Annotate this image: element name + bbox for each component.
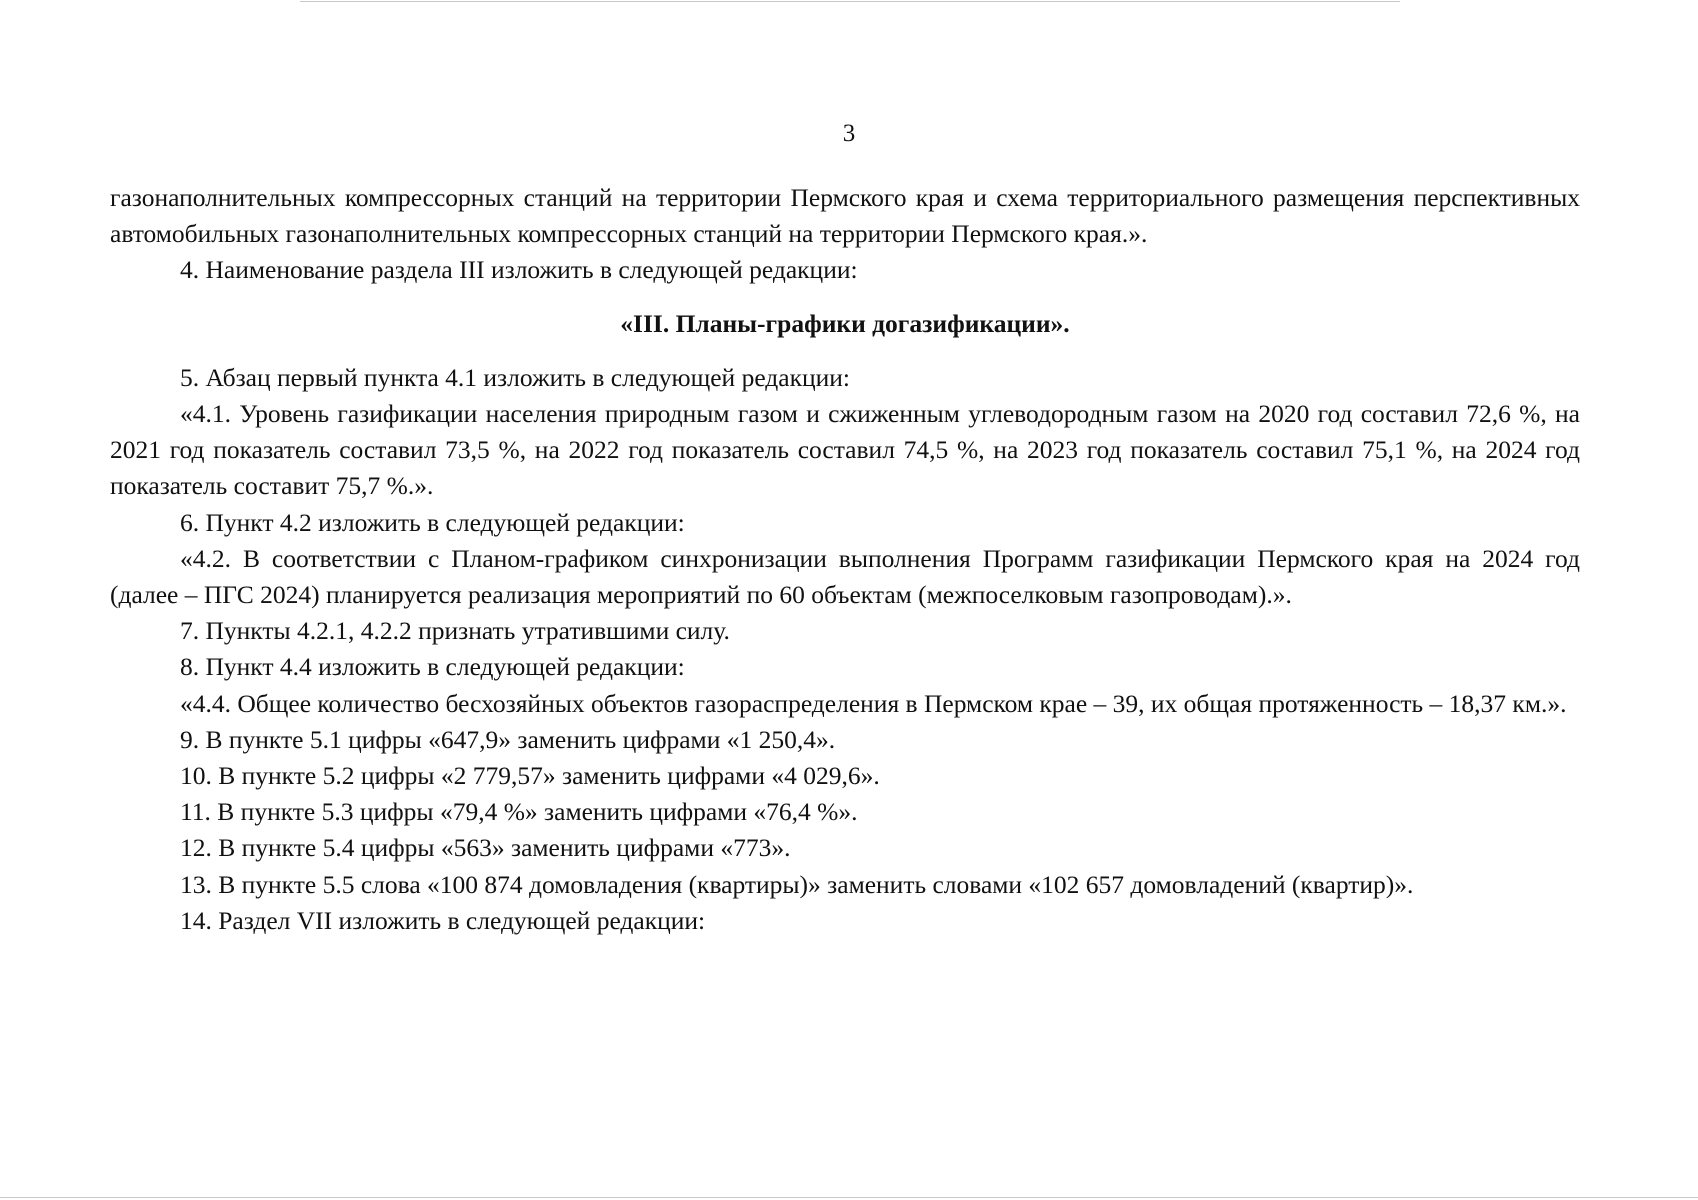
paragraph-item-6: 6. Пункт 4.2 изложить в следующей редакции: <box>180 507 685 537</box>
paragraph-item-12: 12. В пункте 5.4 цифры «563» заменить цифрами «773». <box>180 833 791 863</box>
paragraph-item-14: 14. Раздел VII изложить в следующей редакции: <box>180 905 706 935</box>
paragraph-item-11: 11. В пункте 5.3 цифры «79,4 %» заменить цифрами «76,4 %». <box>180 797 858 827</box>
paragraph-item-9: 9. В пункте 5.1 цифры «647,9» заменить цифрами «1 250,4». <box>180 724 836 754</box>
paragraph-item-10: 10. В пункте 5.2 цифры «2 779,57» заменить цифрами «4 029,6». <box>180 761 880 791</box>
paragraph-item-8: 8. Пункт 4.4 изложить в следующей редакции: <box>180 652 685 682</box>
page-number: 3 <box>842 120 856 147</box>
scan-edge-top <box>300 1 1400 2</box>
paragraph-quote-4-4: «4.4. Общее количество бесхозяйных объектов газораспределения в Пермском крае – 39, их общая протяженность – 18,37 км.». <box>180 688 1567 718</box>
paragraph-quote-4-2: «4.2. В соответствии с Планом-графиком синхронизации выполнения Программ газификации Пермского края на 2024 год (далее – ПГС 2024) планируется реализация мероприятий по 60 объектам (межпоселковым газопроводам).». <box>110 543 1580 610</box>
section-heading: «III. Планы-графики догазификации». <box>620 308 1070 338</box>
paragraph-item-4: 4. Наименование раздела III изложить в следующей редакции: <box>180 255 858 285</box>
paragraph-quote-4-1: «4.1. Уровень газификации населения природным газом и сжиженным углеводородным газом на 2020 год составил 72,6 %, на 2021 год показатель составил 73,5 %, на 2022 год показатель составил 74,5 %, на 2023 год показатель составил 75,1 %, на 2024 год показатель составит 75,7 %.». <box>110 399 1580 501</box>
paragraph-item-5: 5. Абзац первый пункта 4.1 изложить в следующей редакции: <box>180 362 851 392</box>
scan-edge-bottom <box>0 1197 1698 1198</box>
paragraph-continuation: газонаполнительных компрессорных станций на территории Пермского края и схема территориального размещения перспективных автомобильных газонаполнительных компрессорных станций на территории Пермского края.». <box>110 183 1580 249</box>
paragraph-item-7: 7. Пункты 4.2.1, 4.2.2 признать утратившими силу. <box>180 616 730 646</box>
paragraph-item-13: 13. В пункте 5.5 слова «100 874 домовладения (квартиры)» заменить словами «102 657 домовладений (квартир)». <box>180 869 1414 899</box>
document-body <box>110 180 1580 939</box>
